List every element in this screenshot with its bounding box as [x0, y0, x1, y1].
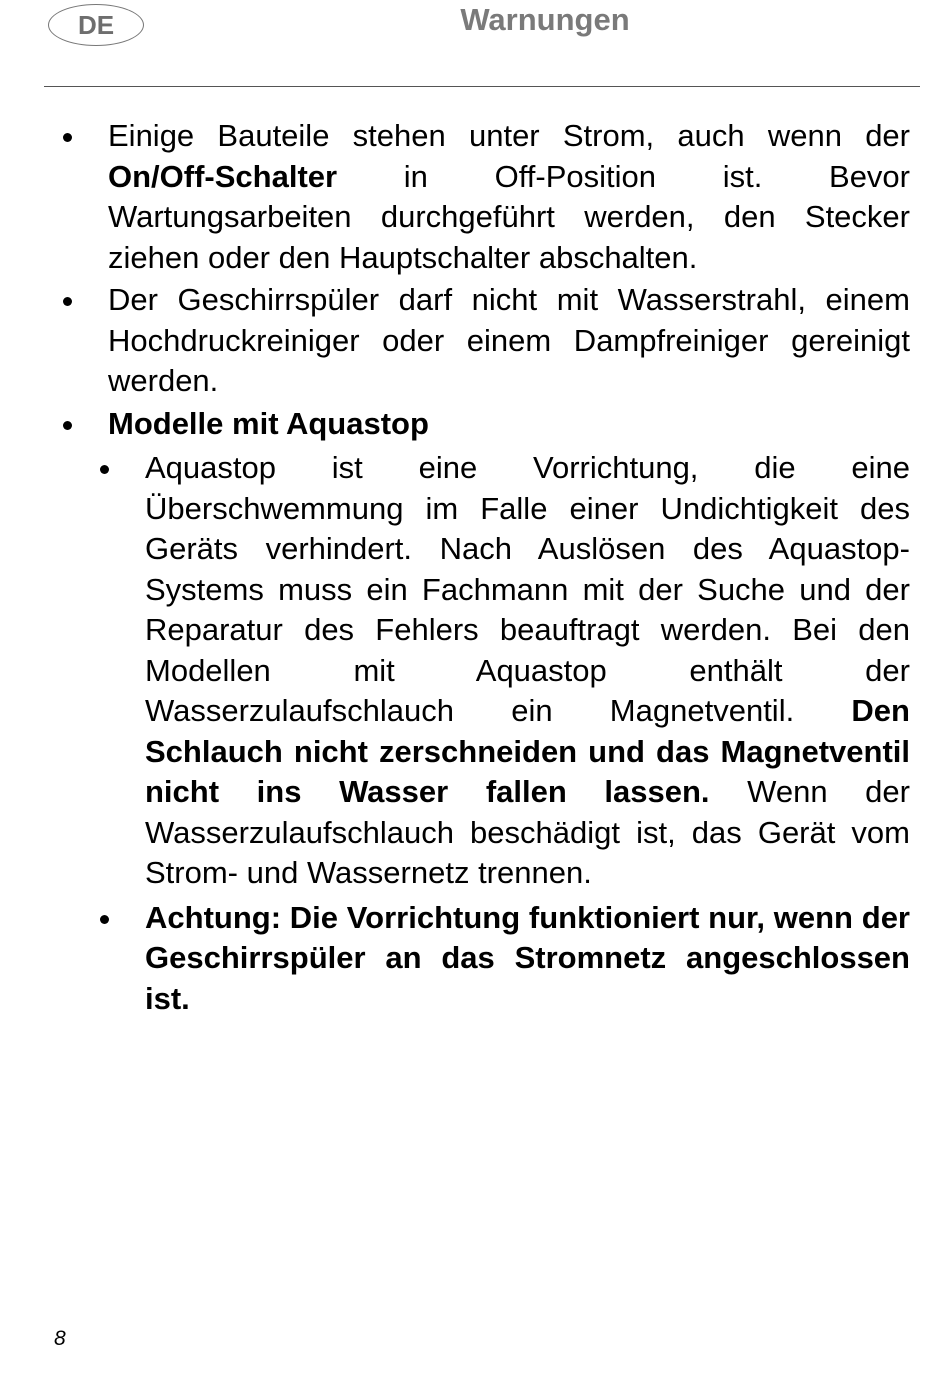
- list-item: [108, 404, 910, 445]
- bullet-icon: [63, 297, 72, 306]
- sub-list-item: [145, 448, 910, 894]
- page-number: 8: [54, 1327, 66, 1350]
- item-bold-text: Den Schlauch nicht zerschneiden und das Magnetventil nicht ins Wasser fallen lassen.: [145, 693, 910, 809]
- item-text: Der Geschirrspüler darf nicht mit Wasserstrahl, einem Hochdruckreiniger oder einem Dampfreiniger gereinigt werden.: [108, 282, 910, 398]
- list-item: [108, 116, 910, 278]
- item-text: in Off-Position ist. Bevor Wartungsarbeiten durchgeführt werden, den Stecker ziehen oder den Hauptschalter abschalten.: [108, 158, 910, 275]
- item-text: Wenn der Wasserzulaufschlauch beschädigt ist, das Gerät vom Strom- und Wassernetz trennen.: [145, 774, 910, 890]
- item-bold-text: On/Off-Schalter: [108, 158, 338, 194]
- bullet-icon: [100, 465, 109, 474]
- page-title: Warnungen: [460, 2, 630, 37]
- bullet-icon: [63, 133, 72, 142]
- list-item: [108, 280, 910, 402]
- warnings-list: [0, 116, 950, 1021]
- section-heading: Modelle mit Aquastop: [108, 405, 429, 441]
- sub-list-item: [145, 898, 910, 1020]
- item-bold-text: Achtung: Die Vorrichtung funktioniert nur, wenn der Geschirrspüler an das Stromnetz angeschlossen ist.: [145, 899, 910, 1016]
- item-text: Aquastop ist eine Vorrichtung, die eine Überschwemmung im Falle einer Undichtigkeit des Geräts verhindert. Nach Auslösen des Aquastop-Systems muss ein Fachmann mit der Suche und der Reparatur des Fehlers beauftragt werden. Bei den Modellen mit Aquastop enthält der Wasserzulaufschlauch ein Magnetventil.: [145, 450, 910, 728]
- header-divider: [44, 86, 920, 87]
- language-badge: DE: [48, 4, 144, 46]
- item-text: Einige Bauteile stehen unter Strom, auch wenn der: [108, 118, 910, 153]
- bullet-icon: [63, 421, 72, 430]
- bullet-icon: [100, 915, 109, 924]
